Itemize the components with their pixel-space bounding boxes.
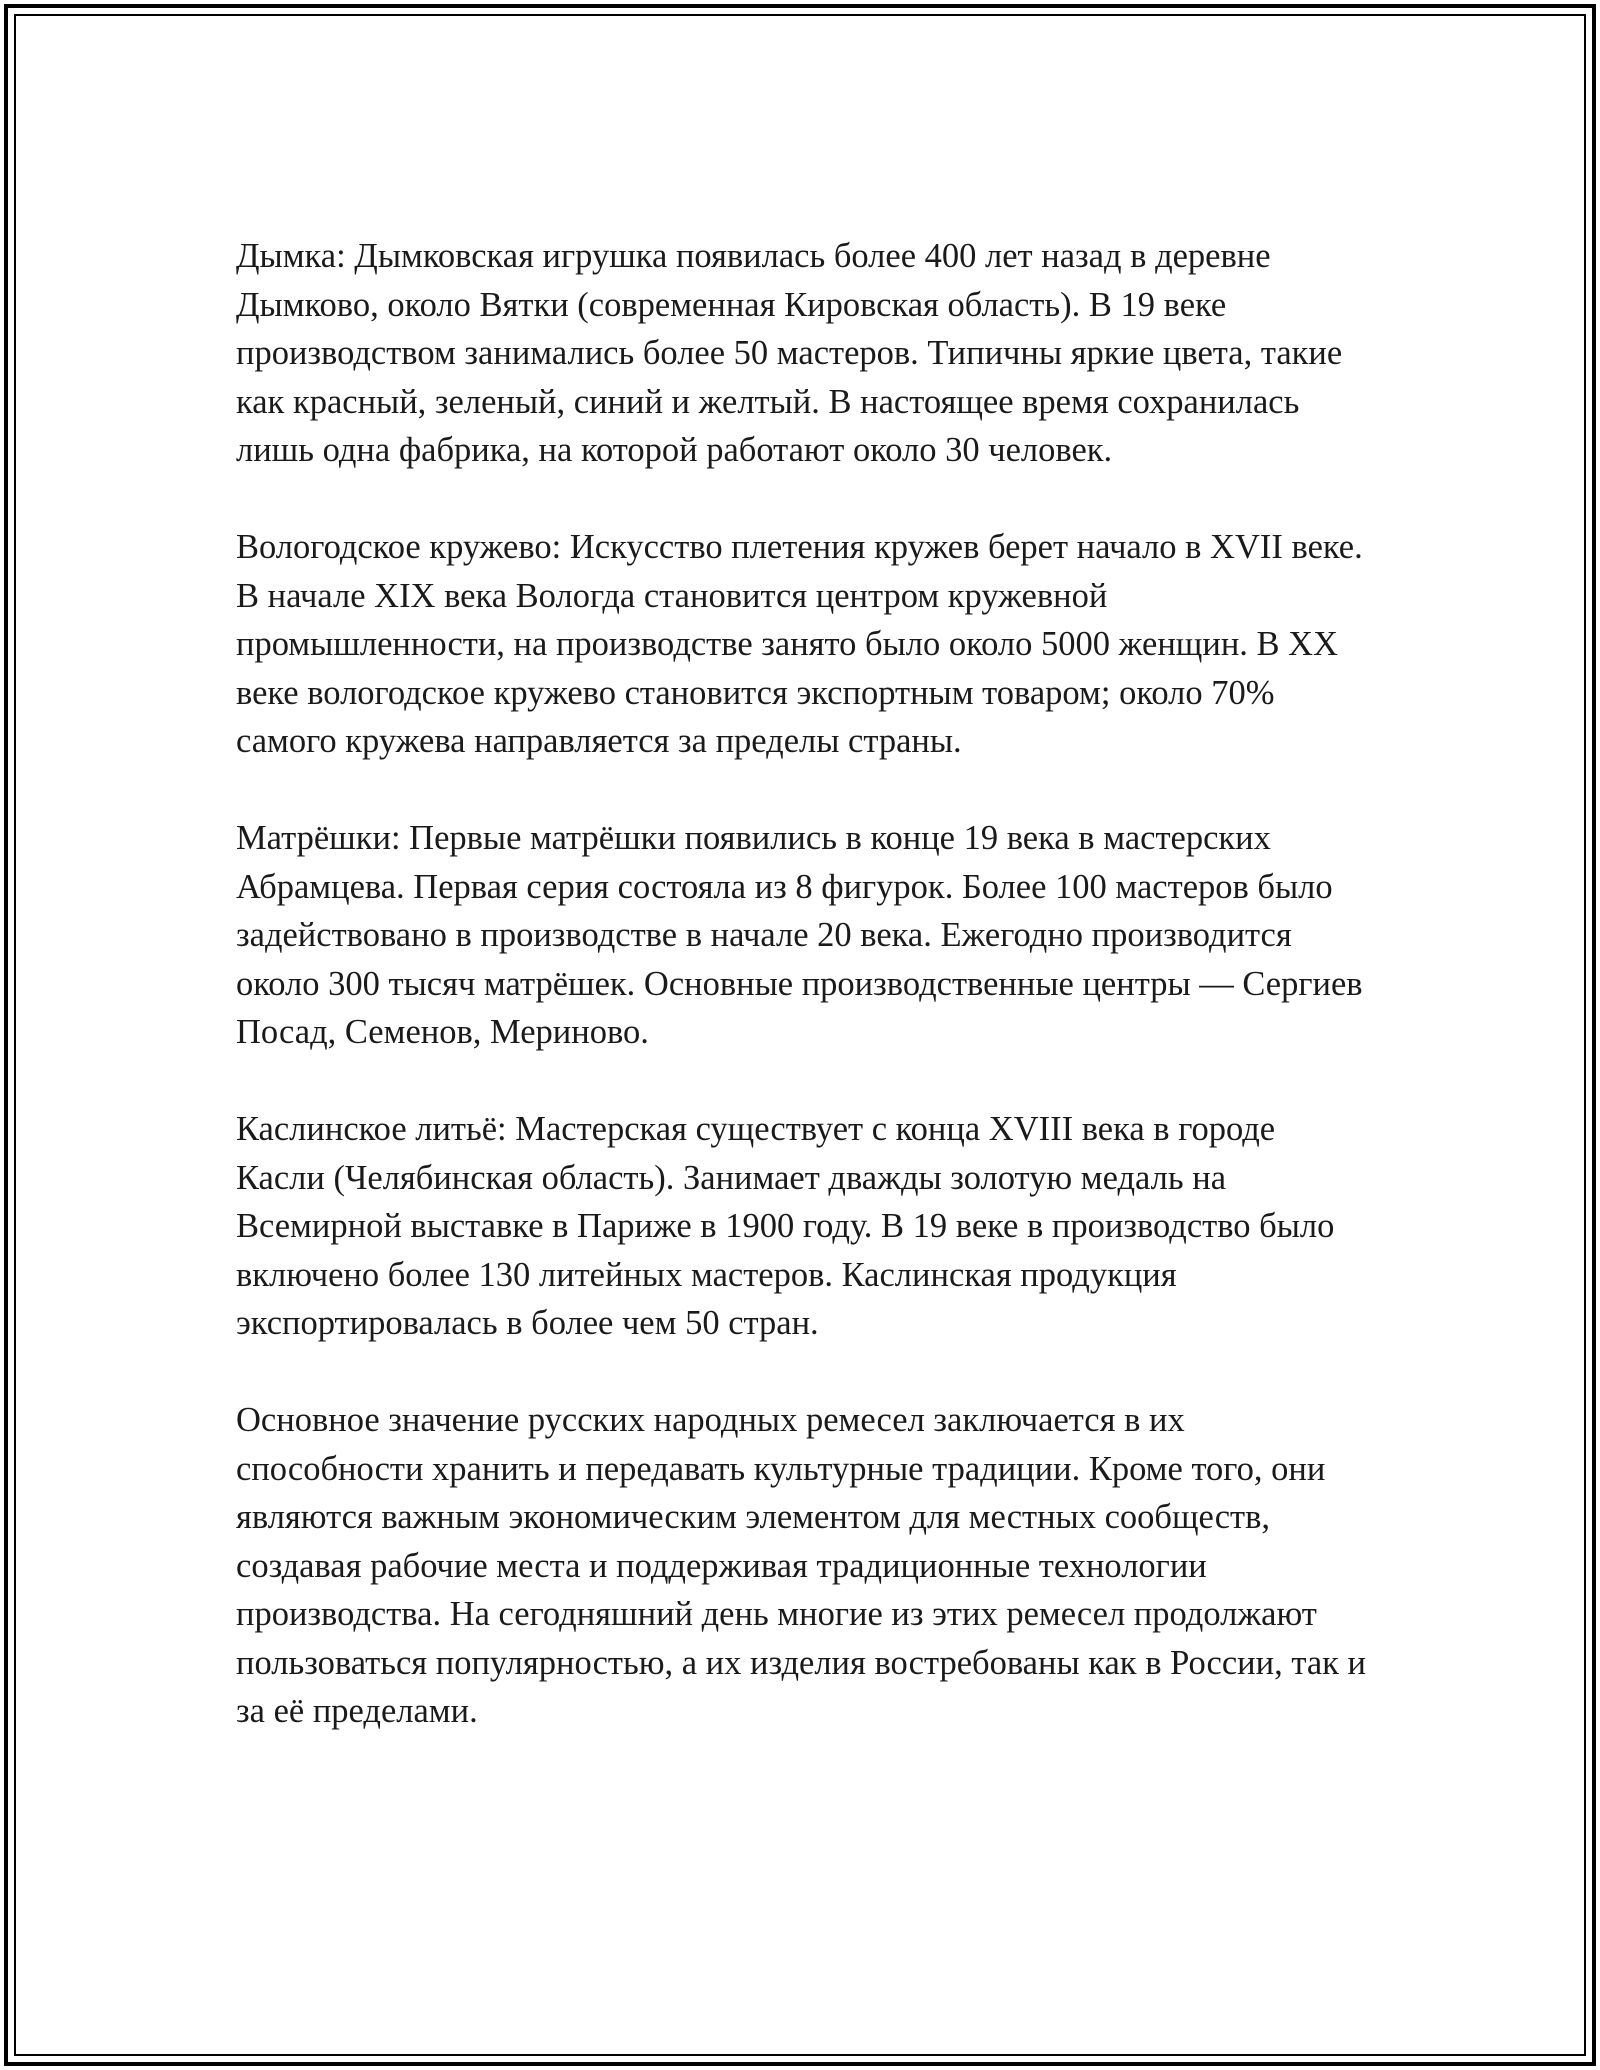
document-body	[236, 232, 1366, 1784]
paragraph-vologda-lace: Вологодское кружево: Искусство плетения кружев берет начало в XVII веке. В начале XIX века Вологда становится центром кружевной промышленности, на производстве занято было около 5000 женщин. В XX веке вологодское кружево становится экспортным товаром; около 70% самого кружева направляется за пределы страны.	[236, 528, 1363, 760]
paragraph-kasli-casting: Каслинское литьё: Мастерская существует с конца XVIII века в городе Касли (Челябинская область). Занимает дважды золотую медаль на Всемирной выставке в Париже в 1900 году. В 19 веке в производство было включено более 130 литейных мастеров. Каслинская продукция экспортировалась в более чем 50 стран.	[236, 1110, 1335, 1342]
paragraph-conclusion: Основное значение русских народных ремесел заключается в их способности хранить и передавать культурные традиции. Кроме того, они являются важным экономическим элементом для местных сообществ, создавая рабочие места и поддерживая традиционные технологии производства. На сегодняшний день многие из этих ремесел продолжают пользоваться популярностью, а их изделия востребованы как в России, так и за её пределами.	[236, 1401, 1367, 1730]
paragraph-dymka: Дымка: Дымковская игрушка появилась более 400 лет назад в деревне Дымково, около Вятки (современная Кировская область). В 19 веке производством занимались более 50 мастеров. Типичны яркие цвета, такие как красный, зеленый, синий и желтый. В настоящее время сохранилась лишь одна фабрика, на которой работают около 30 человек.	[236, 237, 1343, 469]
paragraph-matryoshka: Матрёшки: Первые матрёшки появились в конце 19 века в мастерских Абрамцева. Первая серия состояла из 8 фигурок. Более 100 мастеров было задействовано в производстве в начале 20 века. Ежегодно производится около 300 тысяч матрёшек. Основные производственные центры — Сергиев Посад, Семенов, Мериново.	[236, 819, 1363, 1051]
